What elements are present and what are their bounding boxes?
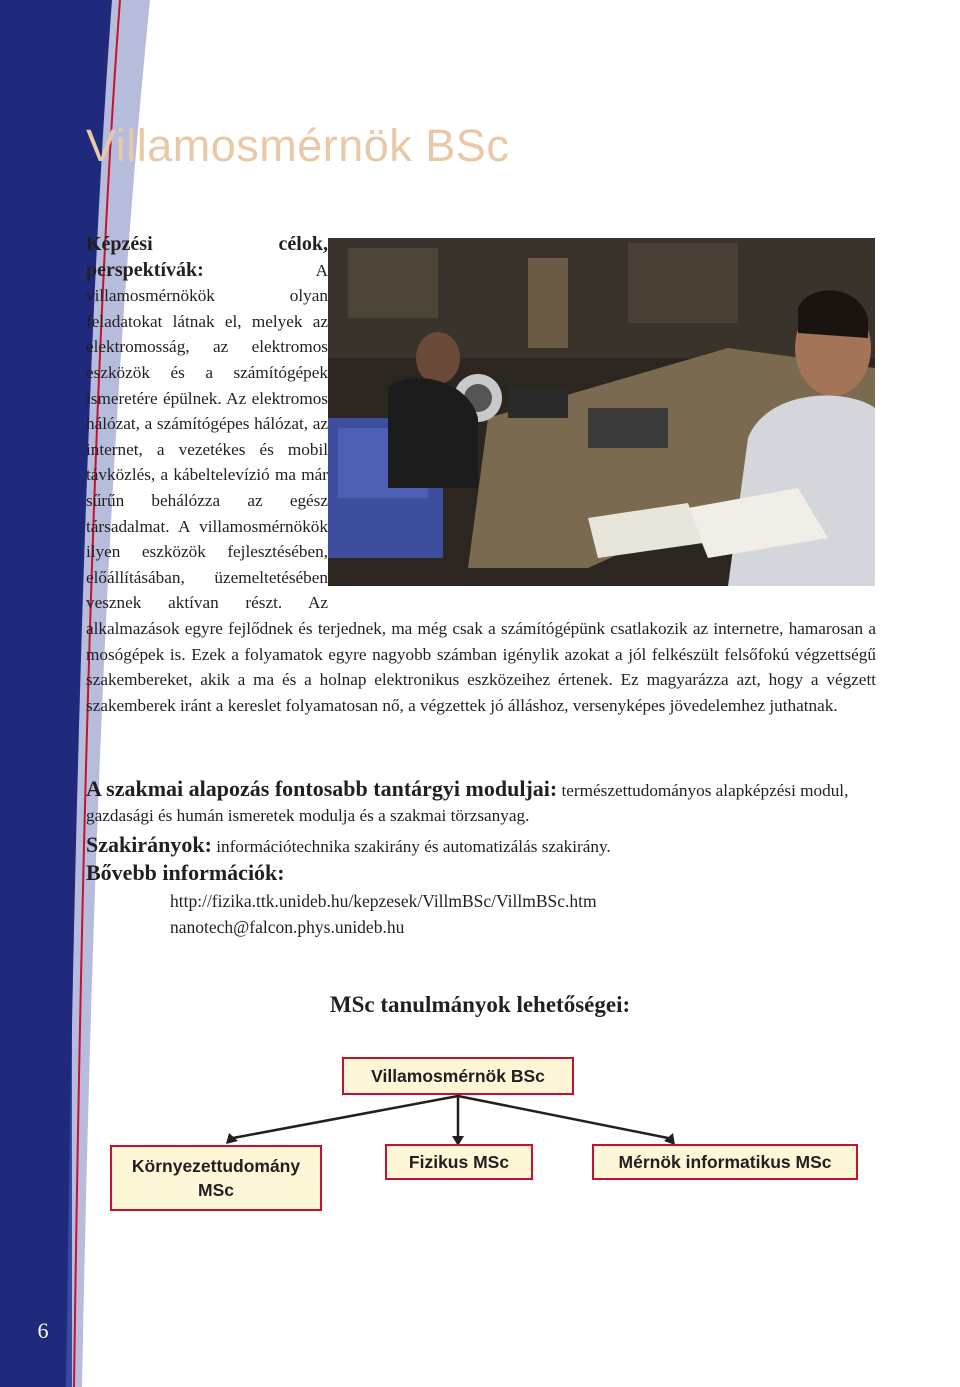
more-info-heading: Bővebb információk: <box>86 860 285 885</box>
info-url-link[interactable]: http://fizika.ttk.unideb.hu/kepzesek/VillmBSc/VillmBSc.htm <box>170 891 597 911</box>
intro-text: A villamosmérnökök olyan feladatokat látnak el, melyek az elektromosság, az elektromos eszközök és a számítógépek ismeretére épülnek. Az elektromos hálózat, a számítógépes hálózat, az internet, a vezetékes és mobil távközlés, a kábeltelevízió ma már sűrűn behálózza az egész társadalmat. A villamosmérnökök ilyen eszközök fejlesztésében, előállításában, üzemeltetésében vesznek aktívan részt. Az alkalmazások egyre fejlődnek és terjednek, ma még csak a számítógépünk csatlakozik az internetre, hamarosan a mosógépek is. Ezek a folyamatok egyre nagyobb számban igénylik azokat a jól felkészült felsőfokú végzettségű szakembereket, akik a ma és a holnap elektronikus eszközeihez értenek. Ez magyarázza azt, hogy a végzett szakemberek iránt a kereslet folyamatosan nő, a végzettek jó álláshoz, versenyképes jövedelemhez juthatnak. <box>86 260 876 715</box>
box-mernok-informatikus-msc: Mérnök informatikus MSc <box>592 1144 858 1180</box>
box-fizikus-msc: Fizikus MSc <box>385 1144 533 1180</box>
box-villamosmernok-bsc: Villamosmérnök BSc <box>342 1057 574 1095</box>
msc-title: MSc tanulmányok lehetőségei: <box>329 992 631 1017</box>
box-kornyezettudomany-msc: Környezettudomány MSc <box>110 1145 322 1211</box>
page-number: 6 <box>37 1318 49 1343</box>
modules-heading: A szakmai alapozás fontosabb tantárgyi moduljai: <box>86 776 558 801</box>
modules-text: természettudományos alapképzési modul, gazdasági és humán ismeretek modulja és a szakmai törzsanyag. <box>86 781 849 825</box>
specializations-heading: Szakirányok: <box>86 832 212 857</box>
specializations-text: információtechnika szakirány és automatizálás szakirány. <box>211 837 611 856</box>
page-title: Villamosmérnök BSc <box>86 120 510 171</box>
intro-lead: Képzési célok, perspektívák: <box>86 233 328 281</box>
info-email-link[interactable]: nanotech@falcon.phys.unideb.hu <box>170 917 405 937</box>
